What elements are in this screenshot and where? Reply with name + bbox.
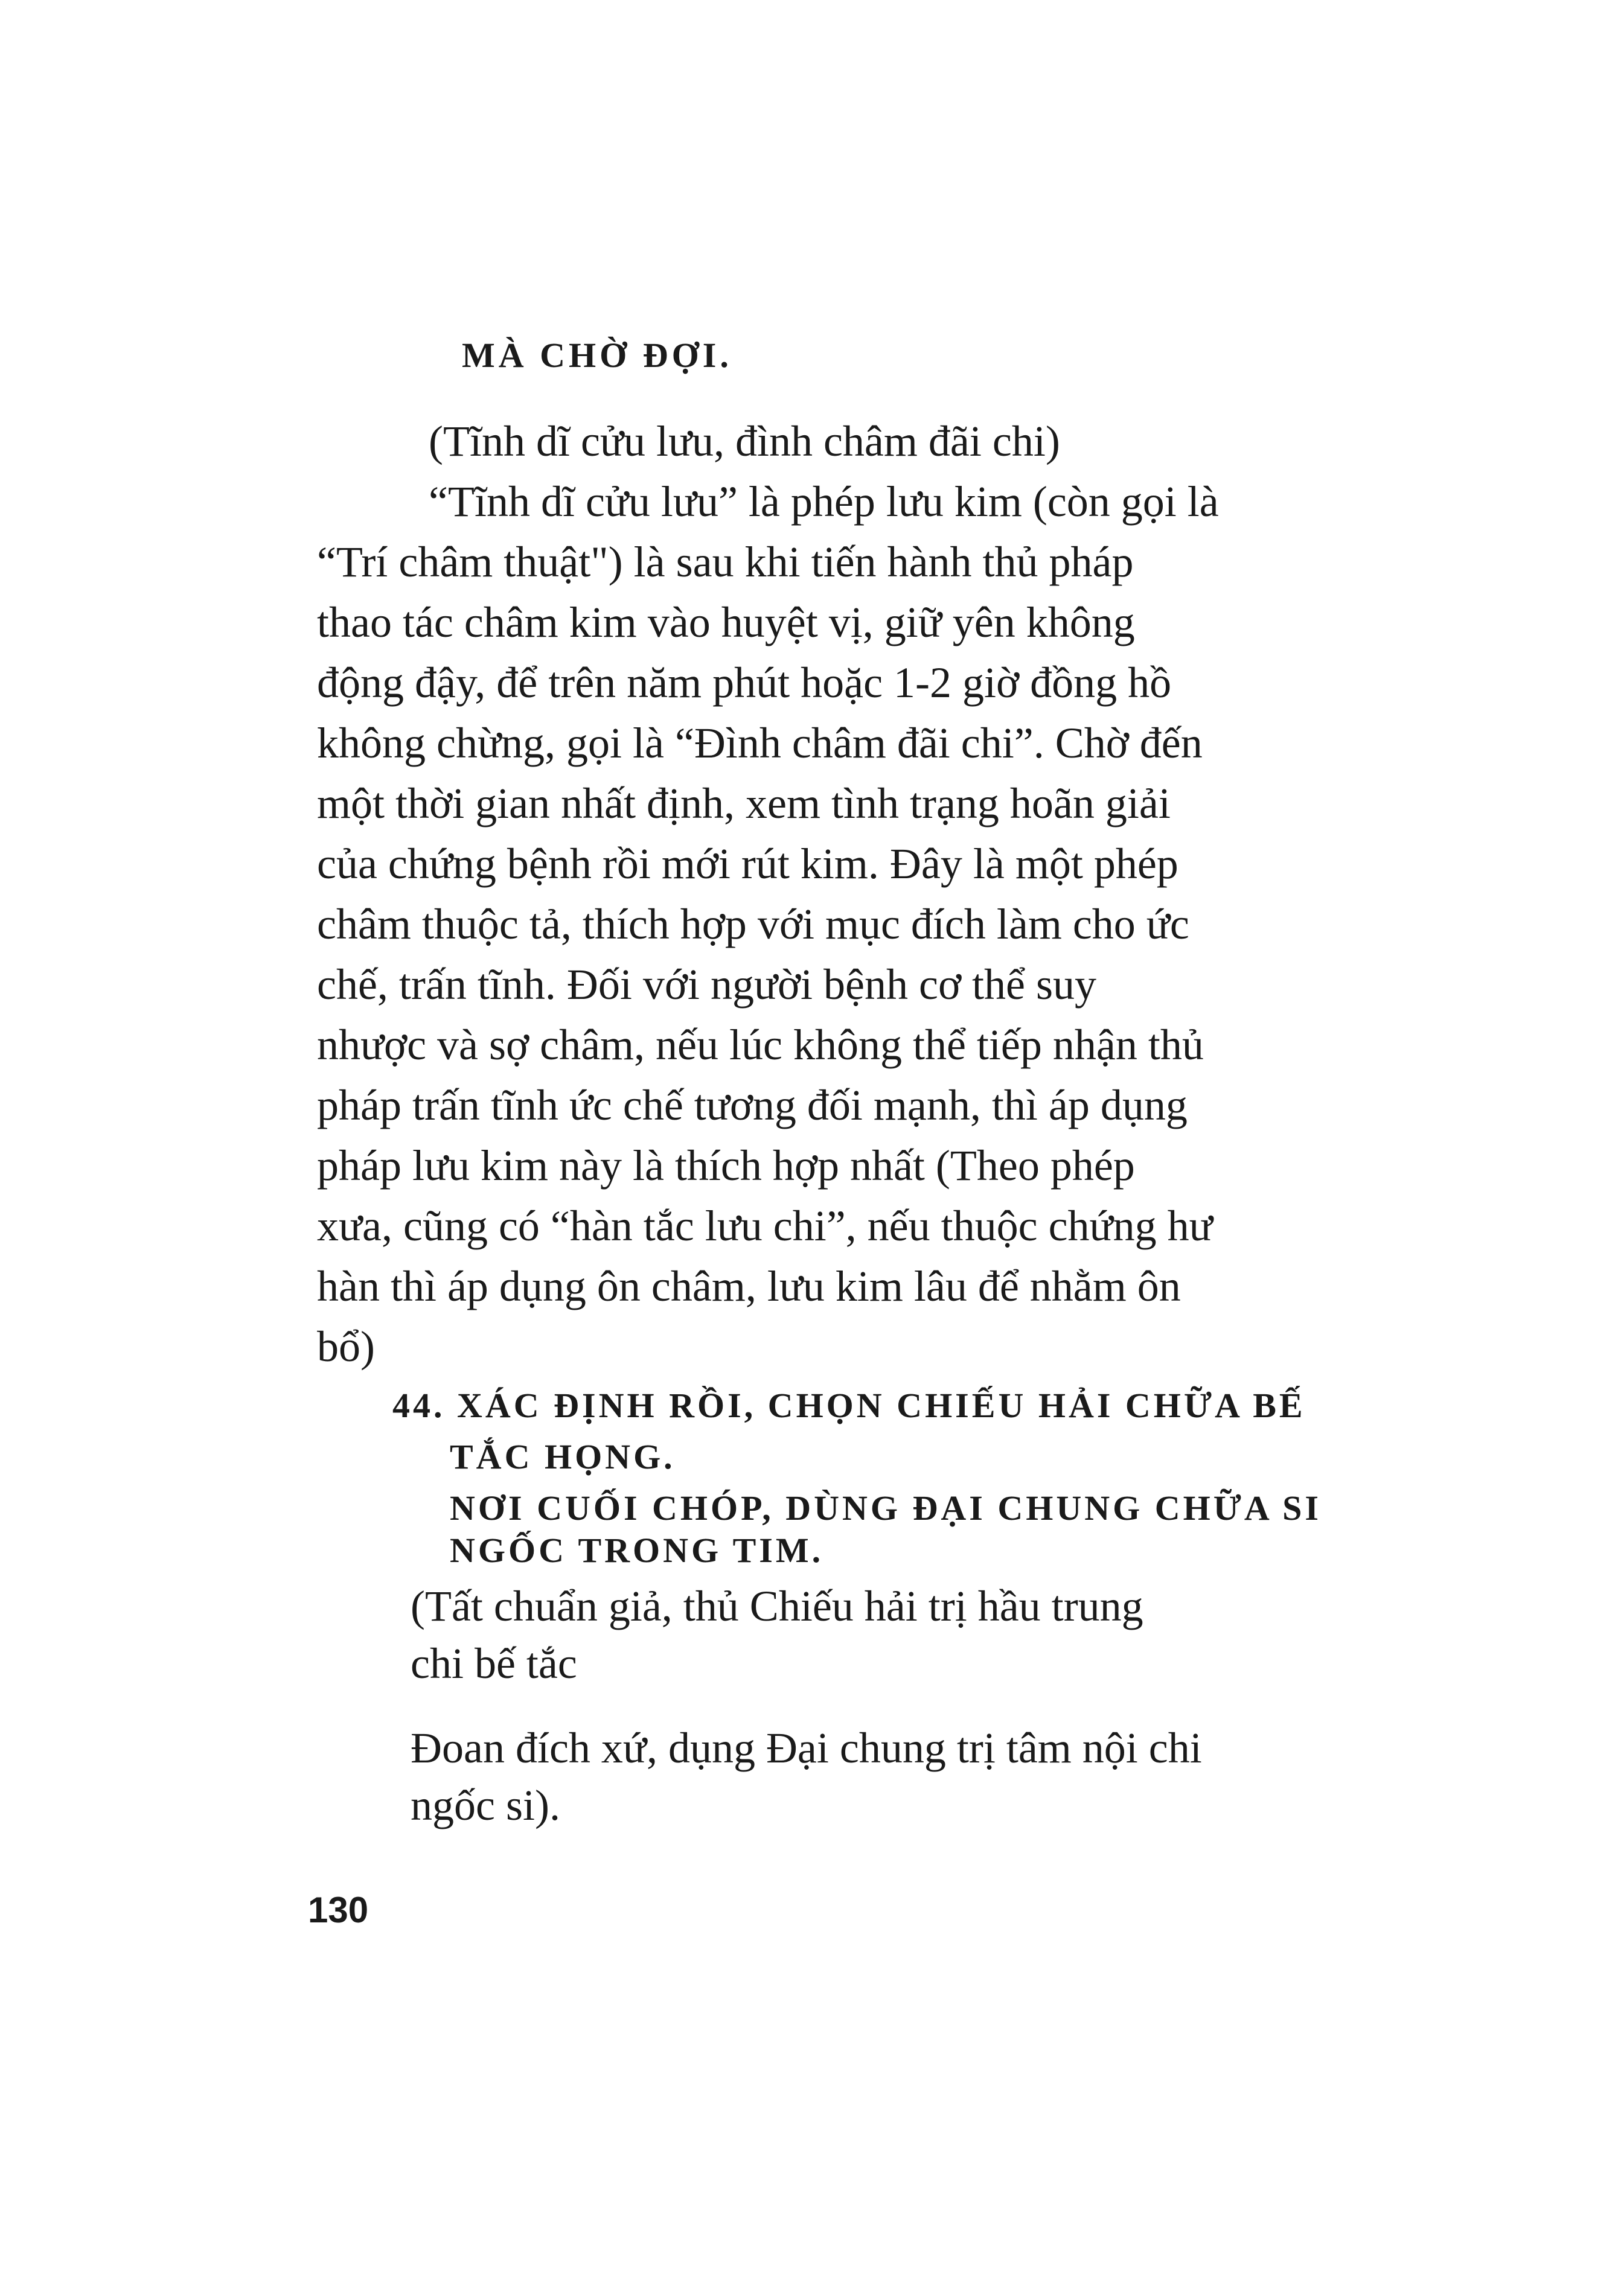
paragraph-line: châm thuộc tả, thích hợp với mục đích làm cho ức <box>317 900 1189 948</box>
paragraph-line: nhược và sợ châm, nếu lúc không thể tiếp nhận thủ <box>317 1021 1204 1069</box>
paragraph-line: của chứng bệnh rồi mới rút kim. Đây là một phép <box>317 840 1178 888</box>
paragraph-line: chế, trấn tĩnh. Đối với người bệnh cơ thể suy <box>317 960 1097 1009</box>
quote-line: chi bế tắc <box>411 1639 577 1688</box>
paragraph-line: xưa, cũng có “hàn tắc lưu chi”, nếu thuộc chứng hư <box>317 1202 1213 1250</box>
paragraph-line: bổ) <box>317 1322 375 1371</box>
page-number: 130 <box>308 1890 369 1930</box>
paragraph-line: pháp trấn tĩnh ức chế tương đối mạnh, thì áp dụng <box>317 1081 1188 1129</box>
quote-line: (Tất chuẩn giả, thủ Chiếu hải trị hầu trung <box>411 1582 1143 1630</box>
paragraph-line: không chừng, gọi là “Đình châm đãi chi”. Chờ đến <box>317 719 1203 767</box>
paragraph-line: hàn thì áp dụng ôn châm, lưu kim lâu để nhằm ôn <box>317 1262 1181 1310</box>
paragraph-line: một thời gian nhất định, xem tình trạng hoãn giải <box>317 779 1171 828</box>
paragraph-line: thao tác châm kim vào huyệt vị, giữ yên không <box>317 598 1135 646</box>
section-heading: NƠI CUỐI CHÓP, DÙNG ĐẠI CHUNG CHỮA SI <box>450 1488 1322 1528</box>
section-heading: TẮC HỌNG. <box>450 1437 676 1476</box>
section-heading: NGỐC TRONG TIM. <box>450 1531 824 1570</box>
heading-continuation: MÀ CHỜ ĐỢI. <box>462 336 732 375</box>
quote-line: ngốc si). <box>411 1781 560 1829</box>
paragraph-line: pháp lưu kim này là thích hợp nhất (Theo phép <box>317 1141 1135 1190</box>
section-heading: 44. XÁC ĐỊNH RỒI, CHỌN CHIẾU HẢI CHỮA BẾ <box>392 1386 1306 1425</box>
paragraph-line: “Tĩnh dĩ cửu lưu” là phép lưu kim (còn gọi là <box>429 477 1219 526</box>
paragraph-line: “Trí châm thuật") là sau khi tiến hành thủ pháp <box>317 538 1134 586</box>
quote-line: Đoan đích xứ, dụng Đại chung trị tâm nội chi <box>411 1724 1202 1772</box>
paragraph-line: động đậy, để trên năm phút hoặc 1-2 giờ đồng hồ <box>317 659 1172 707</box>
paragraph-title-line: (Tĩnh dĩ cửu lưu, đình châm đãi chi) <box>429 417 1060 465</box>
